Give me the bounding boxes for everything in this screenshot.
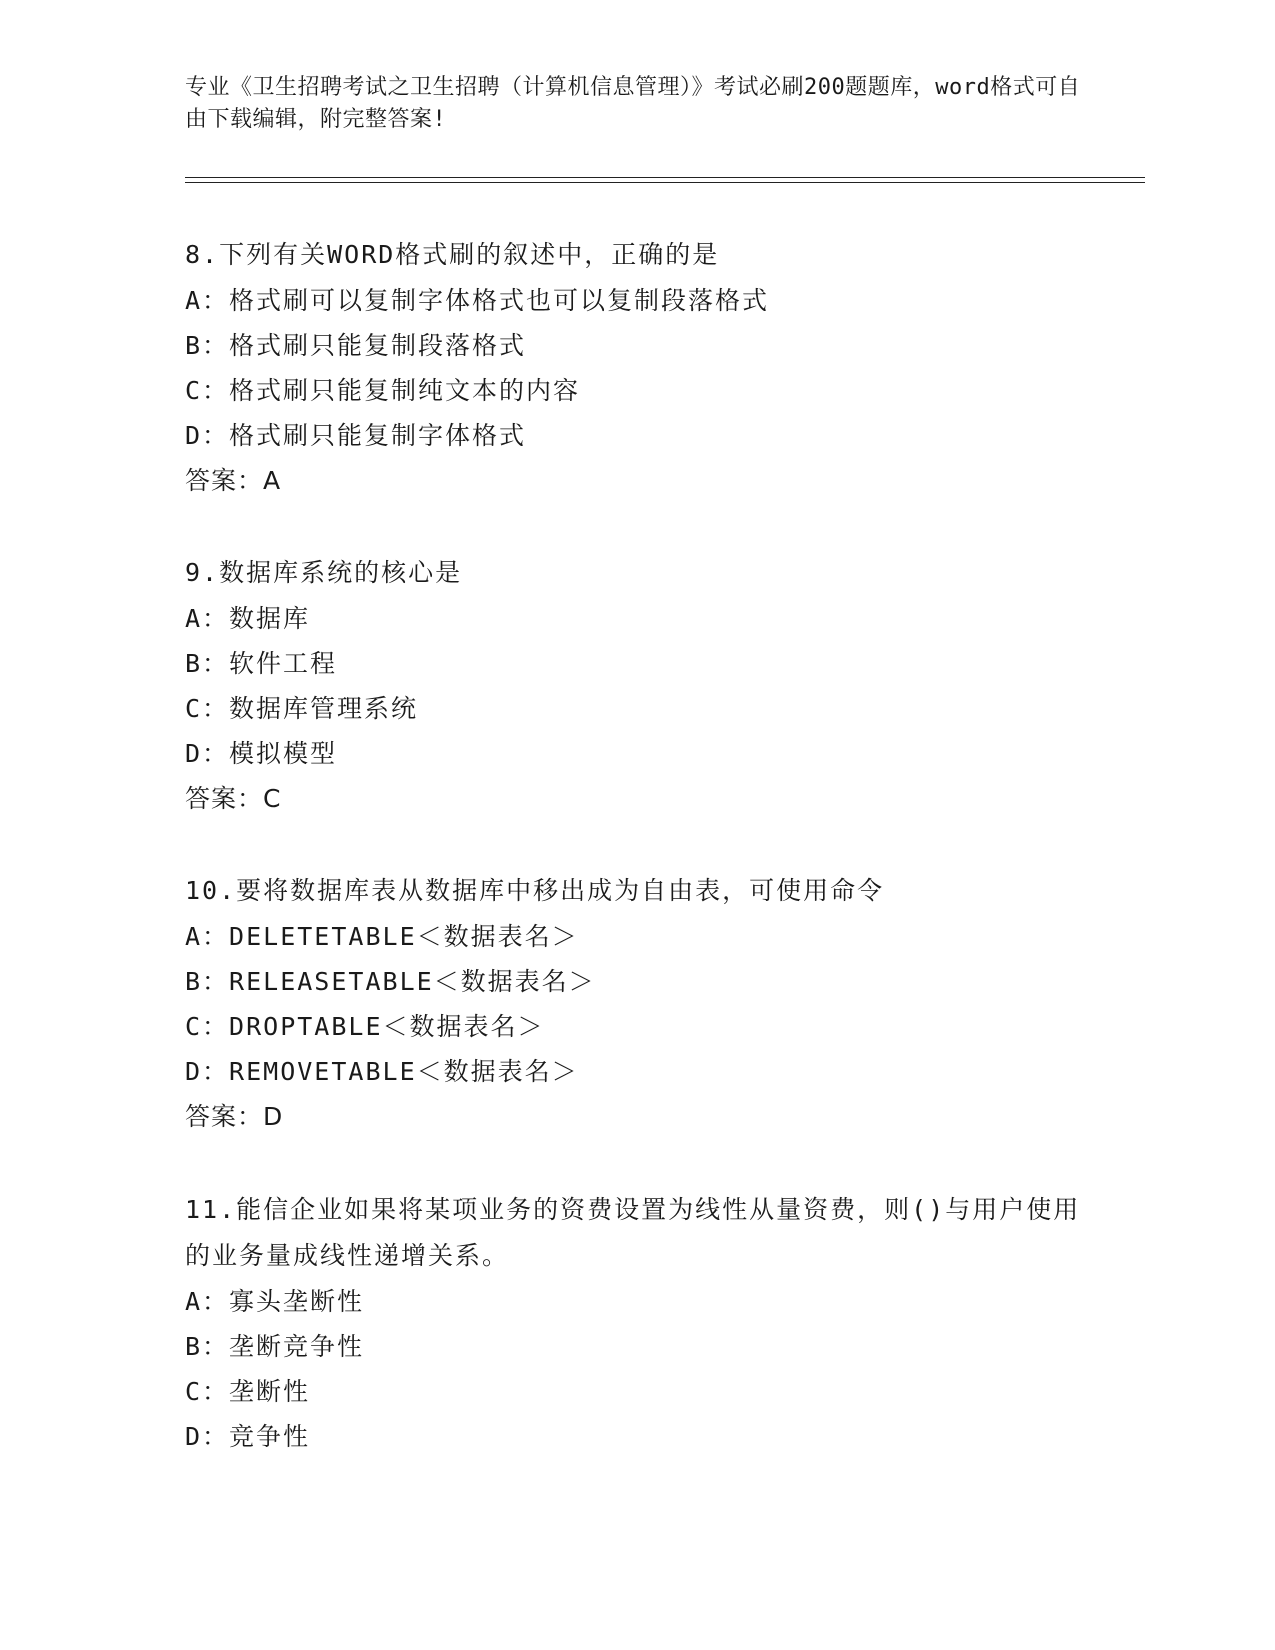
answer: 答案：C	[185, 784, 282, 813]
question-10	[185, 868, 1085, 1139]
option-c: C：垄断性	[185, 1377, 311, 1406]
option-b: B：格式刷只能复制段落格式	[185, 331, 527, 360]
header-divider-top	[185, 177, 1145, 178]
answer: 答案：D	[185, 1102, 284, 1131]
question-text: 9.数据库系统的核心是	[185, 558, 463, 587]
question-8	[185, 232, 1085, 503]
answer: 答案：A	[185, 466, 282, 495]
question-text: 10.要将数据库表从数据库中移出成为自由表，可使用命令	[185, 876, 885, 905]
option-a: A：DELETETABLE＜数据表名＞	[185, 922, 579, 951]
question-11	[185, 1187, 1085, 1459]
option-d: D：格式刷只能复制字体格式	[185, 421, 527, 450]
document-header: 专业《卫生招聘考试之卫生招聘（计算机信息管理）》考试必刷200题题库，word格式可自由下载编辑，附完整答案!	[185, 75, 1081, 132]
option-a: A：数据库	[185, 604, 311, 633]
option-c: C：数据库管理系统	[185, 694, 419, 723]
question-9	[185, 550, 1085, 821]
option-c: C：DROPTABLE＜数据表名＞	[185, 1012, 545, 1041]
option-d: D：模拟模型	[185, 739, 338, 768]
option-a: A：寡头垄断性	[185, 1287, 365, 1316]
option-d: D：REMOVETABLE＜数据表名＞	[185, 1057, 579, 1086]
option-c: C：格式刷只能复制纯文本的内容	[185, 376, 581, 405]
header-divider-bottom	[185, 182, 1145, 183]
option-d: D：竞争性	[185, 1422, 311, 1451]
option-b: B：垄断竞争性	[185, 1332, 365, 1361]
option-b: B：软件工程	[185, 649, 338, 678]
option-a: A：格式刷可以复制字体格式也可以复制段落格式	[185, 286, 770, 315]
question-text: 11.能信企业如果将某项业务的资费设置为线性从量资费，则()与用户使用的业务量成线性递增关系。	[185, 1195, 1081, 1270]
question-text: 8.下列有关WORD格式刷的叙述中，正确的是	[185, 240, 720, 269]
option-b: B：RELEASETABLE＜数据表名＞	[185, 967, 596, 996]
